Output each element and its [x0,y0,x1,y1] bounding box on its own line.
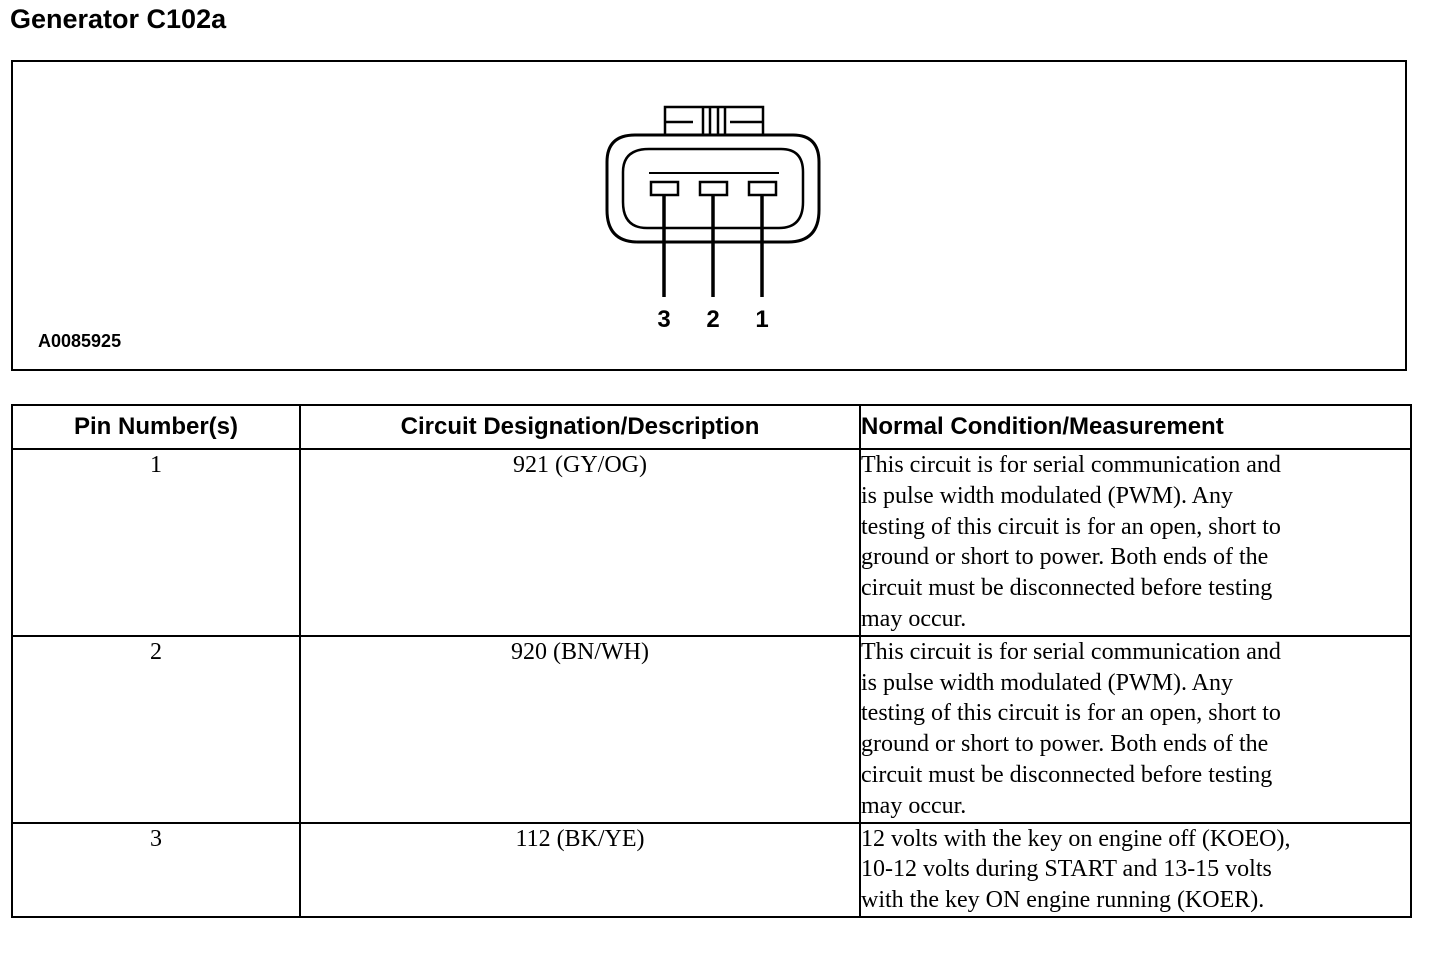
cell-pin-number: 3 [12,823,300,917]
condition-line: testing of this circuit is for an open, short to [861,700,1281,727]
header-normal-condition: Normal Condition/Measurement [860,405,1411,449]
pin-terminals [651,182,776,195]
condition-line: may occur. [861,605,967,632]
condition-line: ground or short to power. Both ends of the [861,544,1269,571]
cell-circuit: 112 (BK/YE) [300,823,860,917]
table-row [12,823,1411,917]
page-title: Generator C102a [10,4,227,34]
cell-condition [860,636,1411,823]
condition-line: is pulse width modulated (PWM). Any [861,669,1233,696]
condition-line: This circuit is for serial communication and [861,638,1281,665]
pin-label-1: 1 [755,306,769,333]
table-header-row [12,405,1411,449]
condition-line: testing of this circuit is for an open, short to [861,513,1281,540]
condition-line: 12 volts with the key on engine off (KOEO), [861,825,1291,852]
cell-circuit: 920 (BN/WH) [300,636,860,823]
pin-table [11,404,1412,918]
figure-id: A0085925 [38,331,122,351]
cell-circuit: 921 (GY/OG) [300,449,860,636]
cell-pin-number: 1 [12,449,300,636]
pin-terminal-1 [749,182,776,195]
header-pin-number: Pin Number(s) [12,405,300,449]
table-row [12,636,1411,823]
condition-line: circuit must be disconnected before testing [861,761,1273,788]
pin-terminal-3 [651,182,678,195]
pin-terminal-2 [700,182,727,195]
condition-line: with the key ON engine running (KOER). [861,887,1265,914]
cell-condition [860,449,1411,636]
pin-label-2: 2 [706,306,720,333]
condition-line: 10-12 volts during START and 13-15 volts [861,856,1272,883]
connector-figure [11,60,1407,371]
table-row [12,449,1411,636]
condition-line: is pulse width modulated (PWM). Any [861,482,1233,509]
condition-line: circuit must be disconnected before testing [861,575,1273,602]
cell-condition [860,823,1411,917]
condition-line: This circuit is for serial communication and [861,452,1281,478]
header-circuit-designation: Circuit Designation/Description [300,405,860,449]
condition-line: may occur. [861,792,967,819]
cell-pin-number: 2 [12,636,300,823]
condition-line: ground or short to power. Both ends of the [861,731,1269,758]
pin-label-3: 3 [657,306,671,333]
